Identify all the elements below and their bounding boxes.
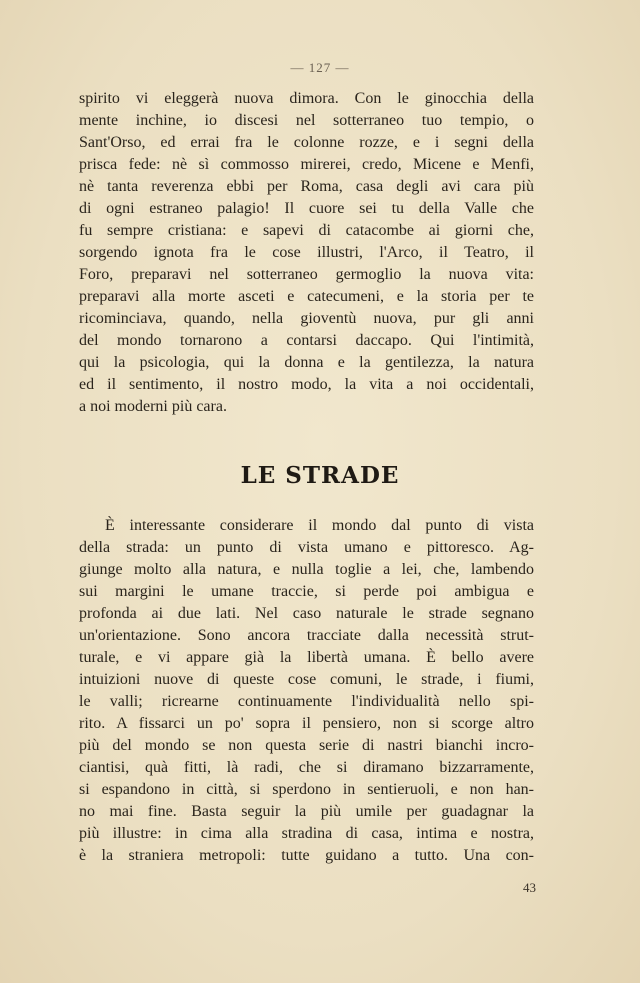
text-line: è la straniera metropoli: tutte guidano a tutto. Una con-: [79, 847, 534, 864]
paragraph-le-strade: [79, 515, 534, 867]
text-line: intuizioni nuove di queste cose comuni, le strade, i fiumi,: [79, 671, 534, 688]
text-line: si espandono in città, si sperdono in sentieruoli, e non han-: [79, 781, 534, 798]
text-line: mente inchine, io discesi nel sotterraneo tuo tempio, o: [79, 112, 534, 129]
text-line: rito. A fissarci un po' sopra il pensiero, non si scorge altro: [79, 715, 534, 732]
text-line: ed il sentimento, il nostro modo, la vita a noi occidentali,: [79, 376, 534, 393]
text-line: È interessante considerare il mondo dal punto di vista: [105, 517, 534, 534]
text-line: preparavi alla morte asceti e catecumeni, e la storia per te: [79, 288, 534, 305]
text-line: prisca fede: nè sì commosso mirerei, credo, Micene e Menfi,: [79, 156, 534, 173]
text-line: più del mondo se non questa serie di nastri bianchi incro-: [79, 737, 534, 754]
text-line: nè tanta reverenza ebbi per Roma, casa degli avi cara più: [79, 178, 534, 195]
text-line: qui la psicologia, qui la donna e la gentilezza, la natura: [79, 354, 534, 371]
text-line: un'orientazione. Sono ancora tracciate dalla necessità strut-: [79, 627, 534, 644]
text-line: sui margini le umane traccie, si perde poi ambigua e: [79, 583, 534, 600]
paragraph-sant-orso: [79, 88, 534, 418]
text-line: a noi moderni più cara.: [79, 398, 227, 415]
text-line: di ogni estraneo palagio! Il cuore sei tu della Valle che: [79, 200, 534, 217]
text-line: turale, e vi appare già la libertà umana. È bello avere: [79, 649, 534, 666]
text-line: ricominciava, quando, nella gioventù nuova, pur gli anni: [79, 310, 534, 327]
text-line: Foro, preparavi nel sotterraneo germoglio la nuova vita:: [79, 266, 534, 283]
signature-folio-number: 43: [523, 880, 536, 895]
text-line: sorgendo ignota fra le cose illustri, l'Arco, il Teatro, il: [79, 244, 534, 261]
text-line: profonda ai due lati. Nel caso naturale le strade segnano: [79, 605, 534, 622]
text-line: fu sempre cristiana: e sapevi di catacombe ai giorni che,: [79, 222, 534, 239]
text-line: del mondo tornarono a contarsi daccapo. Qui l'intimità,: [79, 332, 534, 349]
text-line: ciantisi, quà fitti, là radi, che si diramano bizzarramente,: [79, 759, 534, 776]
running-page-number: — 127 —: [290, 60, 350, 75]
text-line: giunge molto alla natura, e nulla toglie a lei, che, lambendo: [79, 561, 534, 578]
text-line: spirito vi eleggerà nuova dimora. Con le ginocchia della: [79, 90, 534, 107]
text-line: Sant'Orso, ed errai fra le colonne rozze, e i segni della: [79, 134, 534, 151]
text-line: le valli; ricrearne continuamente l'individualità nello spi-: [79, 693, 534, 710]
text-line: più illustre: in cima alla stradina di casa, intima e nostra,: [79, 825, 534, 842]
section-title: LE STRADE: [240, 462, 400, 489]
text-line: della strada: un punto di vista umano e pittoresco. Ag-: [79, 539, 534, 556]
text-line: no mai fine. Basta seguir la più umile per guadagnar la: [79, 803, 534, 820]
